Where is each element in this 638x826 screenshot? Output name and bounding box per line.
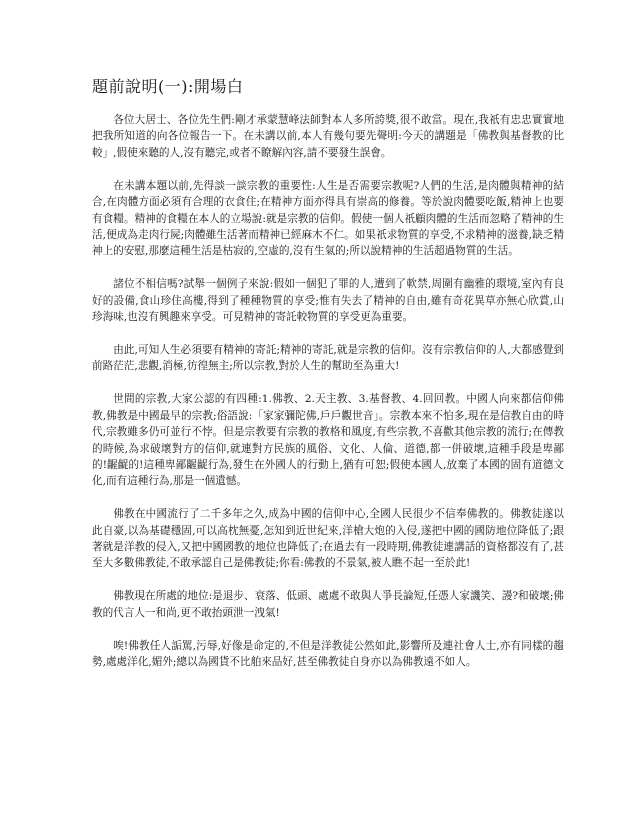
paragraph-8: 唉!佛教任人詬駡,污辱,好像是命定的,不但是洋教徒公然如此,影響所及連社會人士,亦有同樣的趨勢,處處洋化,媚外;總以為國貨不比舶來品好,甚至佛教徒自身亦以為佛教遠不如人。 — [92, 639, 564, 669]
paragraph-2: 在未講本題以前,先得談一談宗教的重要性:人生是否需要宗教呢?人們的生活,是肉體與精神的結合,在肉體方面必須有合理的衣食住;在精神方面亦得具有崇高的修養。等於說肉體要吃飯,精神上也要有食糧。精神的食糧在本人的立場說:就是宗教的信仰。假使一個人祇顧肉體的生活而忽略了精神的生活,便成為走肉行屍;肉體雖生活著而精神已經麻木不仁。如果祇求物質的享受,不求精神的滋養,缺乏精神上的安慰,那麼這種生活是枯寂的,空虛的,沒有生氣的;所以說精神的生活超過物質的生活。 — [92, 179, 564, 258]
document-page — [92, 76, 564, 687]
paragraph-7: 佛教現在所處的地位:是退步、衰落、低頭、處處不敢與人爭長論短,任憑人家譏笑、謾?和破壞;佛教的代言人一和尚,更不敢抬頭泄一洩氣! — [92, 590, 564, 619]
paragraph-3: 諸位不相信嗎?試舉一個例子來說:假如一個犯了罪的人,遭到了軟禁,周圍有幽雅的環境,室內有良好的設備,食山珍住高樓,得到了種種物質的享受;惟有失去了精神的自由,雖有奇花異草亦無心欣賞,山珍海味,也沒有興趣來享受。可見精神的寄託較物質的享受更為重要。 — [92, 278, 564, 324]
paragraph-4: 由此,可知人生必須要有精神的寄託;精神的寄託,就是宗教的信仰。沒有宗教信仰的人,大都感覺到前路茫茫,悲觀,消極,彷徨無主;所以宗教,對於人生的幫助至為重大! — [92, 343, 564, 373]
paragraph-1: 各位大居士、各位先生們:剛才承蒙慧峰法師對本人多所誇獎,很不敢當。現在,我祇有忠忠實實地把我所知道的向各位報告一下。在未講以前,本人有幾句要先聲明:今天的講題是「佛教與基督教的比較」,假使來聽的人,沒有聽完,或者不瞭解內容,請不要發生誤會。 — [92, 114, 564, 159]
paragraph-6: 佛教在中國流行了二千多年之久,成為中國的信仰中心,全國人民很少不信奉佛教的。佛教徒遂以此自豪,以為基礎穩固,可以高枕無憂,怎知到近世紀來,洋槍大炮的入侵,遂把中國的國防地位降低了;跟著就是洋教的侵入,又把中國國教的地位也降低了;在過去有一段時期,佛教徒連講話的資格都沒有了,甚至大多數佛教徒,不敢承認自己是佛教徒;你看:佛教的不景氣,被人瞧不起一至於此! — [92, 508, 564, 570]
paragraph-5: 世間的宗教,大家公認的有四種:1.佛教、2.天主教、3.基督教、4.回回教。中國人向來都信仰佛教,佛教是中國最早的宗教;俗語說:「家家彌陀佛,戶戶觀世音」。宗教本來不怕多,現在是信教自由的時代,宗教雖多仍可並行不悖。但是宗教要有宗教的教格和風度,有些宗教,不喜歡其他宗教的流行;在傳教的時候,為求破壞對方的信仰,就連對方民族的風俗、文化、人倫、道德,都一併破壞,這種手段是卑鄙的!齷齪的!這種卑鄙齷齪行為,發生在外國人的行動上,猶有可恕;假使本國人,放棄了本國的固有道德文化,而有這種行為,那是一個遺憾。 — [92, 393, 564, 488]
document-title: 題前說明(一):開場白 — [92, 77, 244, 96]
